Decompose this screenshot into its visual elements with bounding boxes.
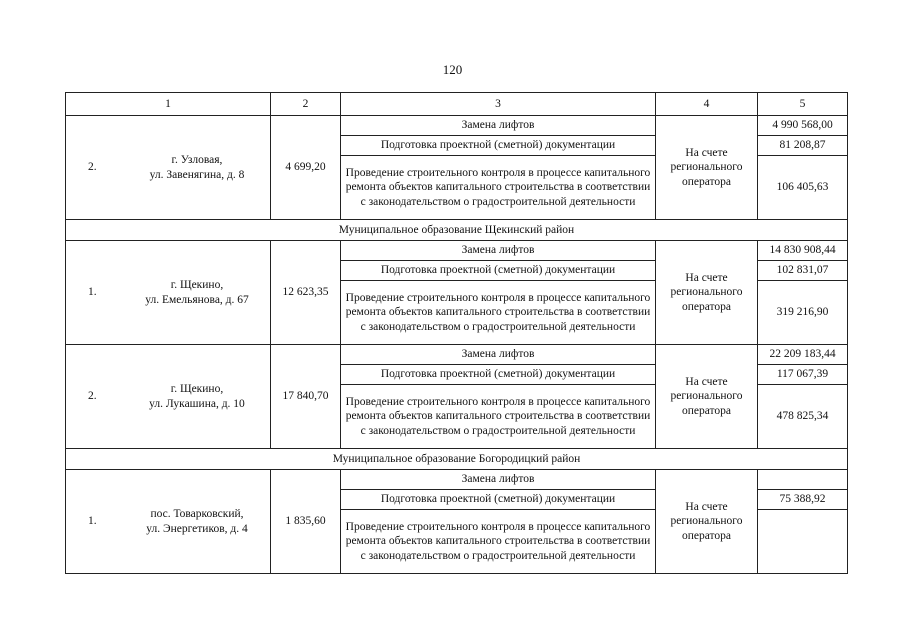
work-name: Замена лифтов bbox=[341, 470, 656, 490]
work-cost bbox=[758, 470, 848, 490]
object-number: 2. bbox=[88, 161, 97, 174]
funding-source: На счете регионального оператора bbox=[656, 345, 758, 449]
object-cell bbox=[66, 470, 271, 574]
object-area: 4 699,20 bbox=[271, 116, 341, 220]
work-cost: 102 831,07 bbox=[758, 261, 848, 281]
table-row bbox=[66, 241, 848, 261]
object-number: 1. bbox=[88, 515, 97, 528]
object-address bbox=[128, 382, 266, 411]
funding-source: На счете регионального оператора bbox=[656, 116, 758, 220]
work-name: Проведение строительного контроля в процессе капитального ремонта объектов капитального строительства в соответствии с законодательством о градостроительной деятельности bbox=[341, 385, 656, 449]
work-cost: 14 830 908,44 bbox=[758, 241, 848, 261]
work-cost: 81 208,87 bbox=[758, 136, 848, 156]
work-cost bbox=[758, 510, 848, 574]
column-header: 5 bbox=[758, 93, 848, 116]
section-row bbox=[66, 449, 848, 470]
work-cost: 117 067,39 bbox=[758, 365, 848, 385]
work-name: Проведение строительного контроля в процессе капитального ремонта объектов капитального строительства в соответствии с законодательством о градостроительной деятельности bbox=[341, 281, 656, 345]
table-body bbox=[66, 116, 848, 574]
address-line: ул. Емельянова, д. 67 bbox=[145, 293, 249, 306]
object-area: 12 623,35 bbox=[271, 241, 341, 345]
table-row bbox=[66, 345, 848, 365]
work-cost: 106 405,63 bbox=[758, 156, 848, 220]
object-address bbox=[128, 507, 266, 536]
work-cost: 4 990 568,00 bbox=[758, 116, 848, 136]
address-line: г. Узловая, bbox=[171, 154, 223, 166]
work-name: Замена лифтов bbox=[341, 241, 656, 261]
section-title: Муниципальное образование Богородицкий район bbox=[66, 449, 848, 470]
object-area: 1 835,60 bbox=[271, 470, 341, 574]
object-wrap bbox=[70, 278, 266, 307]
page-number: 120 bbox=[442, 62, 463, 77]
object-wrap bbox=[70, 153, 266, 182]
object-cell bbox=[66, 116, 271, 220]
column-header: 1 bbox=[66, 93, 271, 116]
object-address bbox=[128, 278, 266, 307]
work-name: Замена лифтов bbox=[341, 345, 656, 365]
address-line: г. Щекино, bbox=[170, 383, 224, 395]
column-header: 4 bbox=[656, 93, 758, 116]
work-name: Подготовка проектной (сметной) документации bbox=[341, 136, 656, 156]
object-wrap bbox=[70, 507, 266, 536]
address-line: ул. Энергетиков, д. 4 bbox=[146, 522, 248, 535]
table-row bbox=[66, 470, 848, 490]
address-line: ул. Лукашина, д. 10 bbox=[149, 397, 245, 410]
work-name: Проведение строительного контроля в процессе капитального ремонта объектов капитального строительства в соответствии с законодательством о градостроительной деятельности bbox=[341, 510, 656, 574]
funding-source: На счете регионального оператора bbox=[656, 470, 758, 574]
section-row bbox=[66, 220, 848, 241]
section-title: Муниципальное образование Щекинский район bbox=[66, 220, 848, 241]
address-line: ул. Завенягина, д. 8 bbox=[149, 168, 245, 181]
work-cost: 319 216,90 bbox=[758, 281, 848, 345]
work-cost: 478 825,34 bbox=[758, 385, 848, 449]
funding-source: На счете регионального оператора bbox=[656, 241, 758, 345]
works-table bbox=[65, 92, 848, 574]
work-cost: 22 209 183,44 bbox=[758, 345, 848, 365]
work-name: Подготовка проектной (сметной) документации bbox=[341, 365, 656, 385]
work-name: Проведение строительного контроля в процессе капитального ремонта объектов капитального строительства в соответствии с законодательством о градостроительной деятельности bbox=[341, 156, 656, 220]
object-number: 1. bbox=[88, 286, 97, 299]
table-row bbox=[66, 116, 848, 136]
work-name: Замена лифтов bbox=[341, 116, 656, 136]
object-wrap bbox=[70, 382, 266, 411]
object-address bbox=[128, 153, 266, 182]
address-line: г. Щекино, bbox=[170, 279, 224, 291]
column-header: 2 bbox=[271, 93, 341, 116]
address-line: пос. Товарковский, bbox=[150, 508, 244, 520]
table-header-row bbox=[66, 93, 848, 116]
work-name: Подготовка проектной (сметной) документации bbox=[341, 261, 656, 281]
work-cost: 75 388,92 bbox=[758, 490, 848, 510]
object-cell bbox=[66, 345, 271, 449]
object-number: 2. bbox=[88, 390, 97, 403]
column-header: 3 bbox=[341, 93, 656, 116]
object-cell bbox=[66, 241, 271, 345]
work-name: Подготовка проектной (сметной) документации bbox=[341, 490, 656, 510]
object-area: 17 840,70 bbox=[271, 345, 341, 449]
